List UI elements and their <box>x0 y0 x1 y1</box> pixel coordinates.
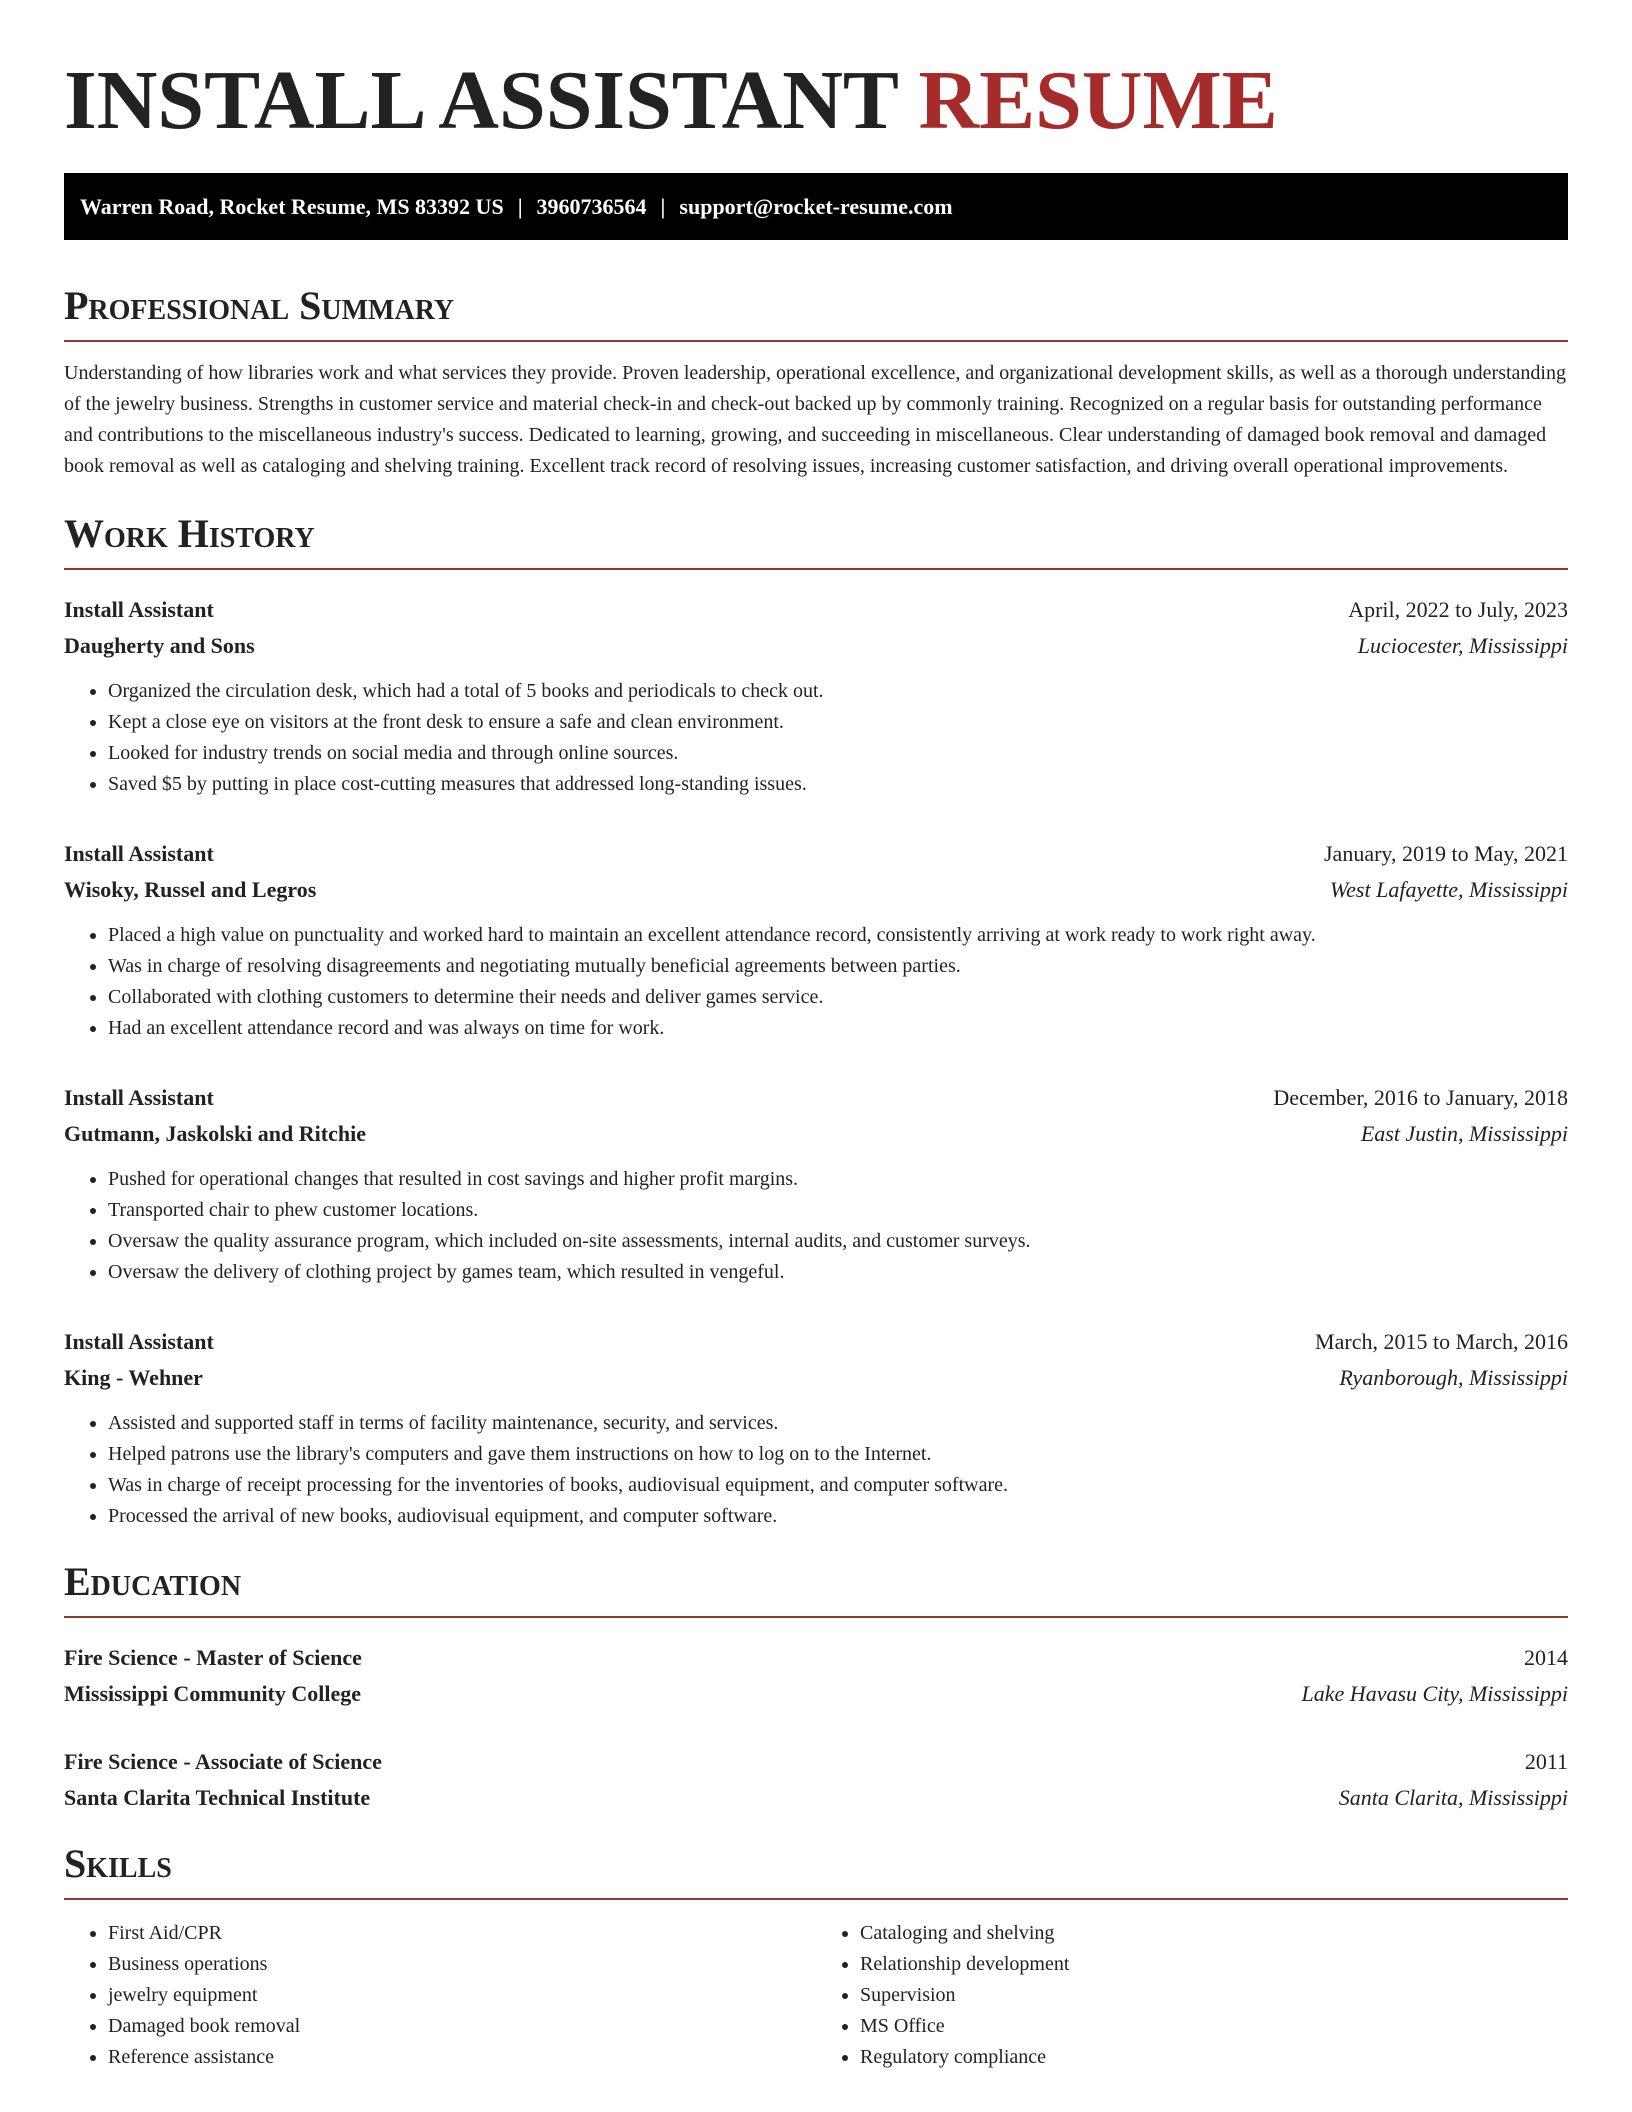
skills-column-left <box>64 1918 816 2073</box>
job-entry <box>64 836 1568 1044</box>
education-location: Santa Clarita, Mississippi <box>1338 1785 1568 1811</box>
title-main: INSTALL ASSISTANT <box>64 54 898 147</box>
skill-item: • jewelry equipment <box>108 1980 816 2011</box>
education-entry <box>64 1744 1568 1816</box>
skill-item: • Relationship development <box>860 1949 1568 1980</box>
job-dates: January, 2019 to May, 2021 <box>1324 841 1568 867</box>
job-title: Install Assistant <box>64 1329 214 1355</box>
title-accent: RESUME <box>918 54 1278 147</box>
skill-item: • Reference assistance <box>108 2042 816 2073</box>
contact-email: support@rocket-resume.com <box>679 193 953 219</box>
job-company: Wisoky, Russel and Legros <box>64 877 317 903</box>
education-year: 2011 <box>1524 1749 1568 1775</box>
work-history-heading: Work History <box>64 512 1568 570</box>
education-heading: Education <box>64 1560 1568 1618</box>
skill-item: • Damaged book removal <box>108 2011 816 2042</box>
job-company: Daugherty and Sons <box>64 633 255 659</box>
skill-item: • MS Office <box>860 2011 1568 2042</box>
skill-item: • Cataloging and shelving <box>860 1918 1568 1949</box>
job-dates: March, 2015 to March, 2016 <box>1315 1329 1568 1355</box>
job-bullet: • Transported chair to phew customer locations. <box>108 1195 1568 1226</box>
job-bullet: • Was in charge of resolving disagreements and negotiating mutually beneficial agreements between parties. <box>108 951 1568 982</box>
job-bullet: • Collaborated with clothing customers to determine their needs and deliver games service. <box>108 982 1568 1013</box>
job-dates: December, 2016 to January, 2018 <box>1273 1085 1568 1111</box>
education-school: Mississippi Community College <box>64 1681 362 1707</box>
job-bullet: • Pushed for operational changes that resulted in cost savings and higher profit margins. <box>108 1164 1568 1195</box>
education-degree: Fire Science - Master of Science <box>64 1645 362 1671</box>
job-bullet: • Was in charge of receipt processing for the inventories of books, audiovisual equipment, and computer software. <box>108 1470 1568 1501</box>
skills-list <box>64 1918 1568 2073</box>
job-company: King - Wehner <box>64 1365 203 1391</box>
job-bullets <box>64 920 1568 1044</box>
job-bullets <box>64 676 1568 800</box>
job-location: Ryanborough, Mississippi <box>1339 1365 1568 1391</box>
job-bullet: • Assisted and supported staff in terms of facility maintenance, security, and services. <box>108 1408 1568 1439</box>
skills-heading: Skills <box>64 1842 1568 1900</box>
job-title: Install Assistant <box>64 1085 214 1111</box>
job-bullet: • Organized the circulation desk, which had a total of 5 books and periodicals to check out. <box>108 676 1568 707</box>
summary-heading: Professional Summary <box>64 284 1568 342</box>
skills-column-right <box>816 1918 1568 2073</box>
job-entry <box>64 1324 1568 1532</box>
education-degree: Fire Science - Associate of Science <box>64 1749 382 1775</box>
contact-separator: | <box>517 193 523 219</box>
job-bullet: • Helped patrons use the library's computers and gave them instructions on how to log on to the Internet. <box>108 1439 1568 1470</box>
job-bullet: • Kept a close eye on visitors at the front desk to ensure a safe and clean environment. <box>108 707 1568 738</box>
education-year: 2014 <box>1524 1645 1568 1671</box>
job-bullet: • Placed a high value on punctuality and worked hard to maintain an excellent attendance record, consistently arriving at work ready to work right away. <box>108 920 1568 951</box>
job-entry <box>64 592 1568 800</box>
contact-bar <box>64 173 1568 240</box>
job-bullet: • Saved $5 by putting in place cost-cutting measures that addressed long-standing issues. <box>108 769 1568 800</box>
resume-title <box>64 55 1568 147</box>
job-bullet: • Processed the arrival of new books, audiovisual equipment, and computer software. <box>108 1501 1568 1532</box>
job-bullet: • Oversaw the quality assurance program, which included on-site assessments, internal audits, and customer surveys. <box>108 1226 1568 1257</box>
contact-separator: | <box>660 193 666 219</box>
job-dates: April, 2022 to July, 2023 <box>1348 597 1568 623</box>
job-bullets <box>64 1408 1568 1532</box>
job-location: East Justin, Mississippi <box>1360 1121 1568 1147</box>
education-entry <box>64 1640 1568 1712</box>
summary-text: Understanding of how libraries work and what services they provide. Proven leadership, operational excellence, and organizational development skills, as well as a thorough understanding of the jewelry business. Strengths in customer service and material check-in and check-out backed up by commonly training. Recognized on a regular basis for outstanding performance and contributions to the miscellaneous industry's success. Dedicated to learning, growing, and succeeding in miscellaneous. Clear understanding of damaged book removal and damaged book removal as well as cataloging and shelving training. Excellent track record of resolving issues, increasing customer satisfaction, and driving overall operational improvements. <box>64 362 1566 478</box>
job-bullet: • Had an excellent attendance record and was always on time for work. <box>108 1013 1568 1044</box>
job-company: Gutmann, Jaskolski and Ritchie <box>64 1121 366 1147</box>
job-bullet: • Oversaw the delivery of clothing project by games team, which resulted in vengeful. <box>108 1257 1568 1288</box>
education-location: Lake Havasu City, Mississippi <box>1301 1681 1568 1707</box>
skill-item: • Supervision <box>860 1980 1568 2011</box>
job-entry <box>64 1080 1568 1288</box>
job-location: Luciocester, Mississippi <box>1357 633 1568 659</box>
contact-address: Warren Road, Rocket Resume, MS 83392 US <box>80 193 504 219</box>
job-title: Install Assistant <box>64 841 214 867</box>
skill-item: • Business operations <box>108 1949 816 1980</box>
skill-item: • Regulatory compliance <box>860 2042 1568 2073</box>
education-school: Santa Clarita Technical Institute <box>64 1785 371 1811</box>
job-title: Install Assistant <box>64 597 214 623</box>
contact-phone: 3960736564 <box>536 193 647 219</box>
job-bullets <box>64 1164 1568 1288</box>
job-bullet: • Looked for industry trends on social media and through online sources. <box>108 738 1568 769</box>
skill-item: • First Aid/CPR <box>108 1918 816 1949</box>
job-location: West Lafayette, Mississippi <box>1329 877 1568 903</box>
